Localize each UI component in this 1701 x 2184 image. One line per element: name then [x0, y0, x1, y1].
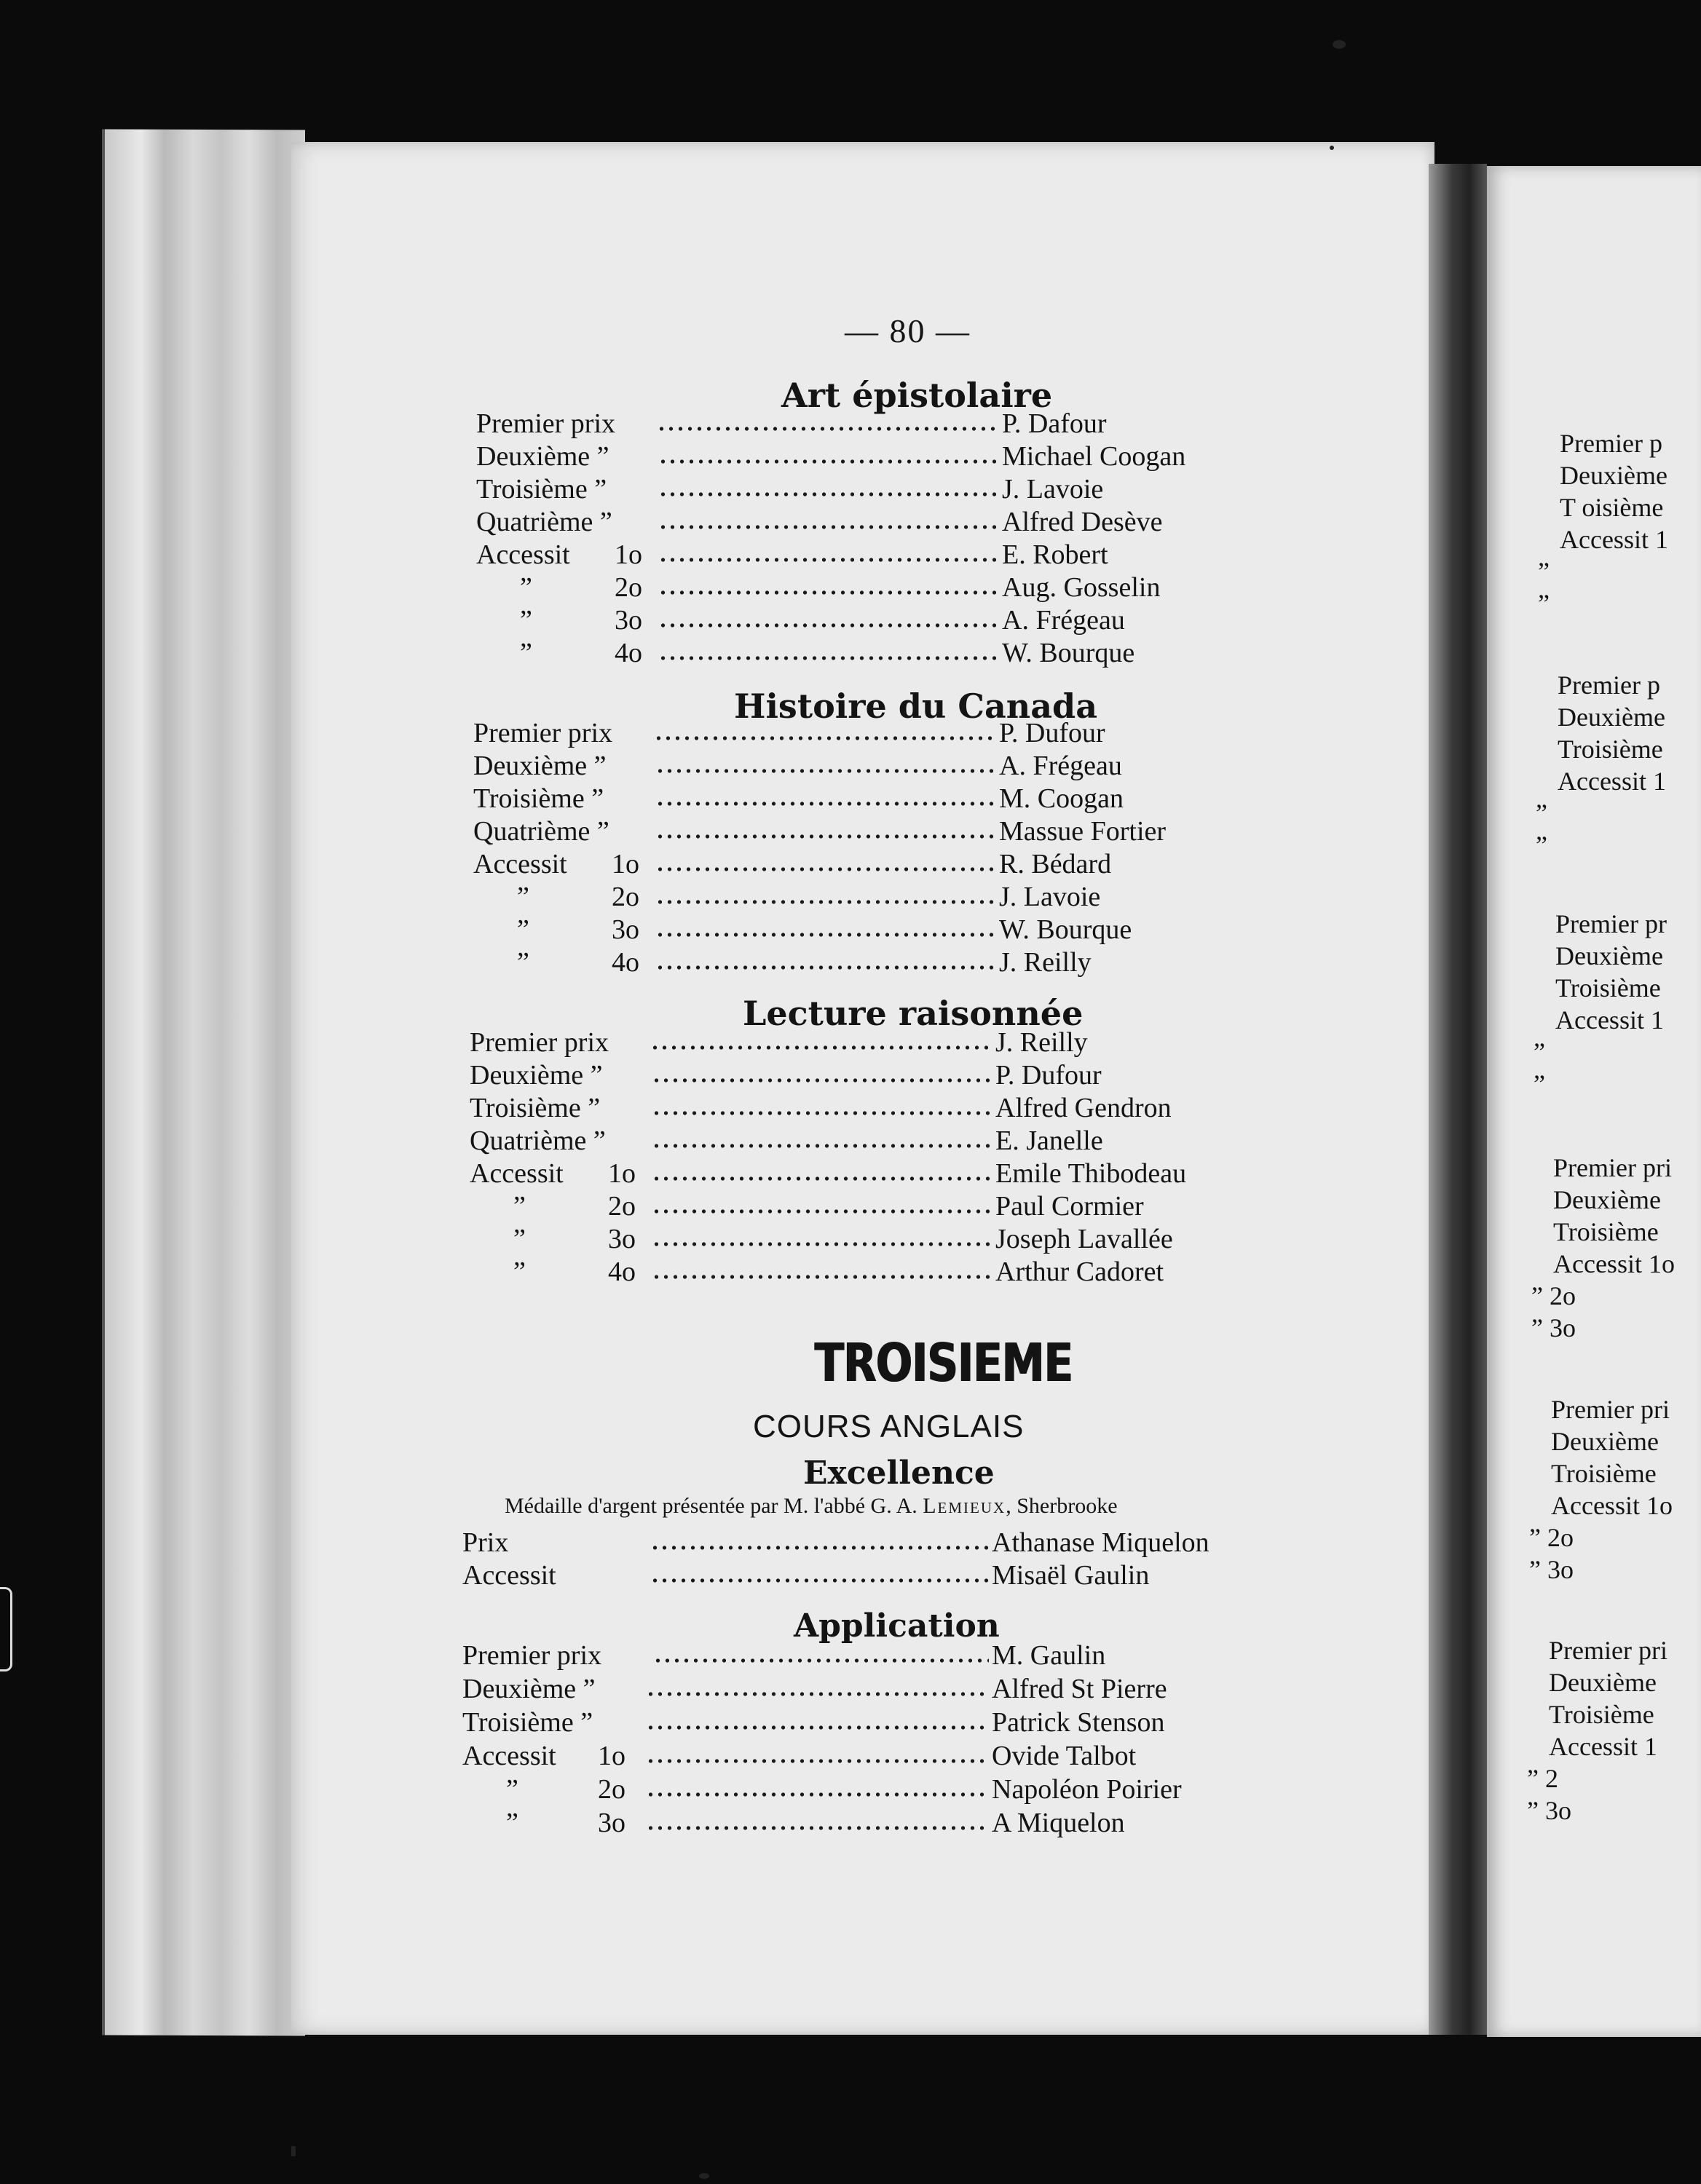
right-page-fragment: Troisième — [1555, 973, 1661, 1002]
prize-winner-name: Alfred St Pierre — [992, 1674, 1167, 1704]
prize-row — [470, 1026, 1258, 1059]
leader-dots — [655, 866, 996, 873]
prize-row — [476, 637, 1264, 669]
prize-rank-label: ” — [506, 1774, 518, 1805]
leader-dots — [655, 898, 996, 906]
prize-row — [462, 1527, 1254, 1559]
right-page-fragment: ” — [1534, 1037, 1545, 1067]
right-page-fragment: ” — [1538, 557, 1550, 586]
prize-row — [473, 750, 1261, 782]
prize-rank-number: 1o — [608, 1158, 636, 1189]
book-page-edges — [102, 130, 305, 2036]
prize-winner-name: Aug. Gosselin — [1002, 572, 1161, 603]
prize-winner-name: J. Lavoie — [999, 882, 1101, 912]
right-page-fragment: Troisième — [1553, 1217, 1659, 1246]
prize-rank-label: Premier prix — [476, 408, 616, 439]
prize-rank-label: Accessit — [473, 849, 567, 879]
right-page-fragment: ” 2o — [1529, 1523, 1574, 1552]
film-speck — [699, 2173, 709, 2179]
right-page-fragment: Deuxième — [1560, 461, 1668, 490]
prize-rank-number: 3o — [615, 605, 642, 636]
prize-row — [473, 914, 1261, 946]
prize-rank-number: 4o — [608, 1257, 636, 1287]
film-mark — [0, 1587, 12, 1671]
medal-note-name: Lemieux — [923, 1494, 1006, 1518]
prize-winner-name: Emile Thibodeau — [995, 1158, 1187, 1189]
film-speck — [1330, 146, 1334, 150]
prize-winner-name: M. Gaulin — [992, 1640, 1106, 1671]
prize-winner-name: E. Robert — [1002, 539, 1108, 570]
prize-rank-label: ” — [513, 1224, 526, 1254]
leader-dots — [646, 1824, 989, 1832]
prize-row — [476, 440, 1264, 472]
right-page-fragment: Accessit 1o — [1551, 1491, 1673, 1520]
prize-winner-name: P. Dafour — [1002, 408, 1107, 439]
prize-row — [462, 1639, 1254, 1671]
leader-dots — [658, 458, 999, 465]
prize-row — [473, 946, 1261, 978]
right-page-fragment: Accessit 1o — [1553, 1249, 1675, 1278]
prize-rank-label: Troisième ” — [462, 1707, 593, 1738]
leader-dots — [646, 1791, 989, 1798]
prize-rank-number: 2o — [608, 1191, 636, 1222]
leader-dots — [655, 931, 996, 938]
leader-dots — [655, 767, 996, 775]
prize-row — [473, 717, 1261, 749]
leader-dots — [646, 1724, 989, 1731]
prize-rank-label: Accessit — [476, 539, 570, 570]
right-page-fragment: ” 3o — [1527, 1796, 1571, 1825]
medal-note-suffix: , Sherbrooke — [1006, 1494, 1118, 1518]
right-page-fragment: Troisième — [1551, 1459, 1657, 1488]
prize-rank-label: Deuxième ” — [462, 1674, 596, 1704]
prize-row — [462, 1773, 1254, 1805]
prize-rank-label: Troisième ” — [470, 1093, 601, 1123]
prize-winner-name: Paul Cormier — [995, 1191, 1144, 1222]
prize-rank-label: Quatrième ” — [473, 816, 609, 847]
prize-winner-name: Athanase Miquelon — [992, 1527, 1209, 1558]
prize-winner-name: M. Coogan — [999, 783, 1124, 814]
prize-row — [462, 1559, 1254, 1591]
film-speck — [291, 2146, 296, 2156]
right-page-fragment: Accessit 1 — [1549, 1732, 1657, 1761]
leader-dots — [653, 1657, 989, 1664]
prize-winner-name: Alfred Desève — [1002, 507, 1163, 537]
prize-rank-number: 2o — [615, 572, 642, 603]
leader-dots — [655, 964, 996, 971]
prize-rank-label: Accessit — [462, 1560, 556, 1591]
prize-row — [462, 1807, 1254, 1839]
right-page-fragment: Troisième — [1558, 735, 1663, 764]
prize-winner-name: Patrick Stenson — [992, 1707, 1165, 1738]
right-page-fragment: Deuxième — [1549, 1668, 1657, 1697]
prize-rank-label: Accessit — [470, 1158, 564, 1189]
right-page-fragment: Deuxième — [1553, 1185, 1661, 1214]
prize-rank-label: ” — [520, 605, 532, 636]
right-page-fragment: Premier pri — [1553, 1153, 1672, 1182]
prize-rank-number: 2o — [598, 1774, 625, 1805]
book-gutter — [1429, 164, 1487, 2035]
leader-dots — [652, 1241, 992, 1248]
prize-winner-name: P. Dufour — [999, 718, 1105, 748]
leader-dots — [658, 654, 999, 662]
right-page-fragment: Troisième — [1549, 1700, 1654, 1729]
right-page-fragment: Premier pri — [1549, 1636, 1668, 1665]
prize-rank-label: Prix — [462, 1527, 509, 1558]
right-page-fragment: ” — [1536, 831, 1547, 860]
prize-winner-name: Joseph Lavallée — [995, 1224, 1173, 1254]
prize-rank-label: Troisième ” — [476, 474, 607, 505]
leader-dots — [646, 1690, 989, 1698]
prize-row — [473, 815, 1261, 847]
prize-rank-label: Deuxième ” — [476, 441, 609, 472]
prize-row — [470, 1223, 1258, 1255]
leader-dots — [655, 800, 996, 807]
prize-row — [473, 848, 1261, 880]
leader-dots — [652, 1077, 992, 1084]
leader-dots — [652, 1109, 992, 1117]
right-page-fragment: Deuxième — [1551, 1427, 1659, 1456]
leader-dots — [650, 1577, 989, 1584]
right-page-fragment: Premier pr — [1555, 909, 1667, 938]
prize-rank-label: ” — [520, 638, 532, 668]
prize-rank-label: Quatrième ” — [470, 1125, 606, 1156]
right-page-fragment: ” — [1536, 799, 1547, 828]
prize-winner-name: A. Frégeau — [999, 751, 1122, 781]
prize-rank-label: Accessit — [462, 1741, 556, 1771]
right-page-fragment: Premier pri — [1551, 1395, 1670, 1424]
prize-row — [476, 506, 1264, 538]
prize-winner-name: E. Janelle — [995, 1125, 1103, 1156]
prize-winner-name: Alfred Gendron — [995, 1093, 1172, 1123]
prize-winner-name: A Miquelon — [992, 1808, 1125, 1838]
leader-dots — [657, 425, 999, 432]
medal-note — [505, 1494, 1118, 1519]
prize-row — [476, 571, 1264, 604]
leader-dots — [652, 1175, 992, 1182]
prize-rank-label: Premier prix — [462, 1640, 602, 1671]
prize-row — [473, 783, 1261, 815]
prize-row — [462, 1740, 1254, 1772]
leader-dots — [646, 1757, 989, 1765]
prize-rank-number: 3o — [608, 1224, 636, 1254]
prize-winner-name: Ovide Talbot — [992, 1741, 1137, 1771]
troisieme-title: TROISIEME — [814, 1332, 1073, 1393]
leader-dots — [658, 491, 999, 498]
right-page-fragment: ” — [1534, 1069, 1545, 1099]
right-page — [1487, 166, 1701, 2037]
prize-rank-label: ” — [520, 572, 532, 603]
prize-winner-name: Misaël Gaulin — [992, 1560, 1150, 1591]
prize-row — [476, 473, 1264, 505]
leader-dots — [652, 1208, 992, 1215]
prize-rank-label: Premier prix — [473, 718, 613, 748]
leader-dots — [658, 556, 999, 563]
prize-winner-name: W. Bourque — [999, 914, 1132, 945]
prize-row — [462, 1706, 1254, 1738]
section-heading-histoire-du-canada: Histoire du Canada — [734, 687, 1098, 726]
right-page-fragment: ” — [1538, 589, 1550, 618]
prize-winner-name: W. Bourque — [1002, 638, 1135, 668]
prize-row — [476, 408, 1264, 440]
page-number: — 80 — — [845, 312, 971, 349]
prize-winner-name: R. Bédard — [999, 849, 1112, 879]
right-page-fragment: Deuxième — [1558, 703, 1665, 732]
prize-rank-label: ” — [513, 1257, 526, 1287]
prize-rank-number: 1o — [615, 539, 642, 570]
right-page-fragment: ” 3o — [1531, 1313, 1576, 1342]
leader-dots — [650, 1044, 992, 1051]
leader-dots — [658, 622, 999, 629]
leader-dots — [654, 735, 996, 742]
prize-rank-label: Troisième ” — [473, 783, 604, 814]
leader-dots — [658, 589, 999, 596]
leader-dots — [658, 523, 999, 531]
right-page-fragment: ” 3o — [1529, 1555, 1574, 1584]
prize-row — [470, 1256, 1258, 1288]
film-speck — [1333, 40, 1346, 49]
prize-row — [470, 1059, 1258, 1091]
prize-row — [470, 1125, 1258, 1157]
prize-row — [476, 539, 1264, 571]
cours-anglais-subtitle: COURS ANGLAIS — [753, 1409, 1025, 1444]
prize-rank-label: ” — [517, 947, 529, 978]
prize-rank-number: 3o — [612, 914, 639, 945]
prize-winner-name: J. Lavoie — [1002, 474, 1104, 505]
prize-row — [470, 1158, 1258, 1190]
right-page-fragment: ” 2o — [1531, 1281, 1576, 1310]
prize-rank-label: Deuxième ” — [470, 1060, 603, 1091]
prize-winner-name: Arthur Cadoret — [995, 1257, 1164, 1287]
leader-dots — [655, 833, 996, 840]
prize-rank-number: 4o — [612, 947, 639, 978]
excellence-heading: Excellence — [803, 1455, 995, 1492]
prize-winner-name: J. Reilly — [995, 1027, 1088, 1058]
prize-rank-number: 1o — [612, 849, 639, 879]
right-page-fragment: Accessit 1 — [1555, 1005, 1664, 1034]
prize-rank-label: Premier prix — [470, 1027, 609, 1058]
leader-dots — [652, 1273, 992, 1281]
right-page-fragment: Premier p — [1560, 429, 1662, 458]
leader-dots — [650, 1544, 989, 1551]
right-page-fragment: Deuxième — [1555, 941, 1663, 970]
prize-winner-name: Michael Coogan — [1002, 441, 1186, 472]
prize-row — [470, 1190, 1258, 1222]
prize-rank-number: 4o — [615, 638, 642, 668]
prize-winner-name: J. Reilly — [999, 947, 1092, 978]
section-heading-art-epistolaire: Art épistolaire — [781, 376, 1053, 415]
prize-rank-label: ” — [517, 914, 529, 945]
prize-rank-label: ” — [513, 1191, 526, 1222]
right-page-fragment: Accessit 1 — [1560, 525, 1668, 554]
prize-row — [476, 604, 1264, 636]
prize-rank-label: Quatrième ” — [476, 507, 612, 537]
prize-rank-number: 2o — [612, 882, 639, 912]
prize-row — [470, 1092, 1258, 1124]
right-page-fragment: Premier p — [1558, 670, 1660, 700]
prize-rank-label: ” — [517, 882, 529, 912]
prize-row — [473, 881, 1261, 913]
prize-winner-name: Napoléon Poirier — [992, 1774, 1182, 1805]
prize-rank-label: Deuxième ” — [473, 751, 607, 781]
prize-winner-name: P. Dufour — [995, 1060, 1102, 1091]
right-page-fragment: ” 2 — [1527, 1764, 1558, 1793]
medal-note-prefix: Médaille d'argent présentée par M. l'abbé G. A. — [505, 1494, 917, 1518]
prize-winner-name: A. Frégeau — [1002, 605, 1125, 636]
right-page-fragment: Accessit 1 — [1558, 767, 1666, 796]
prize-rank-label: ” — [506, 1808, 518, 1838]
leader-dots — [652, 1142, 992, 1150]
right-page-fragment: T oisième — [1560, 493, 1664, 522]
prize-rank-number: 3o — [598, 1808, 625, 1838]
prize-winner-name: Massue Fortier — [999, 816, 1167, 847]
prize-row — [462, 1673, 1254, 1705]
application-heading: Application — [794, 1607, 1000, 1645]
prize-rank-number: 1o — [598, 1741, 625, 1771]
section-heading-lecture-raisonnee: Lecture raisonnée — [743, 994, 1084, 1033]
